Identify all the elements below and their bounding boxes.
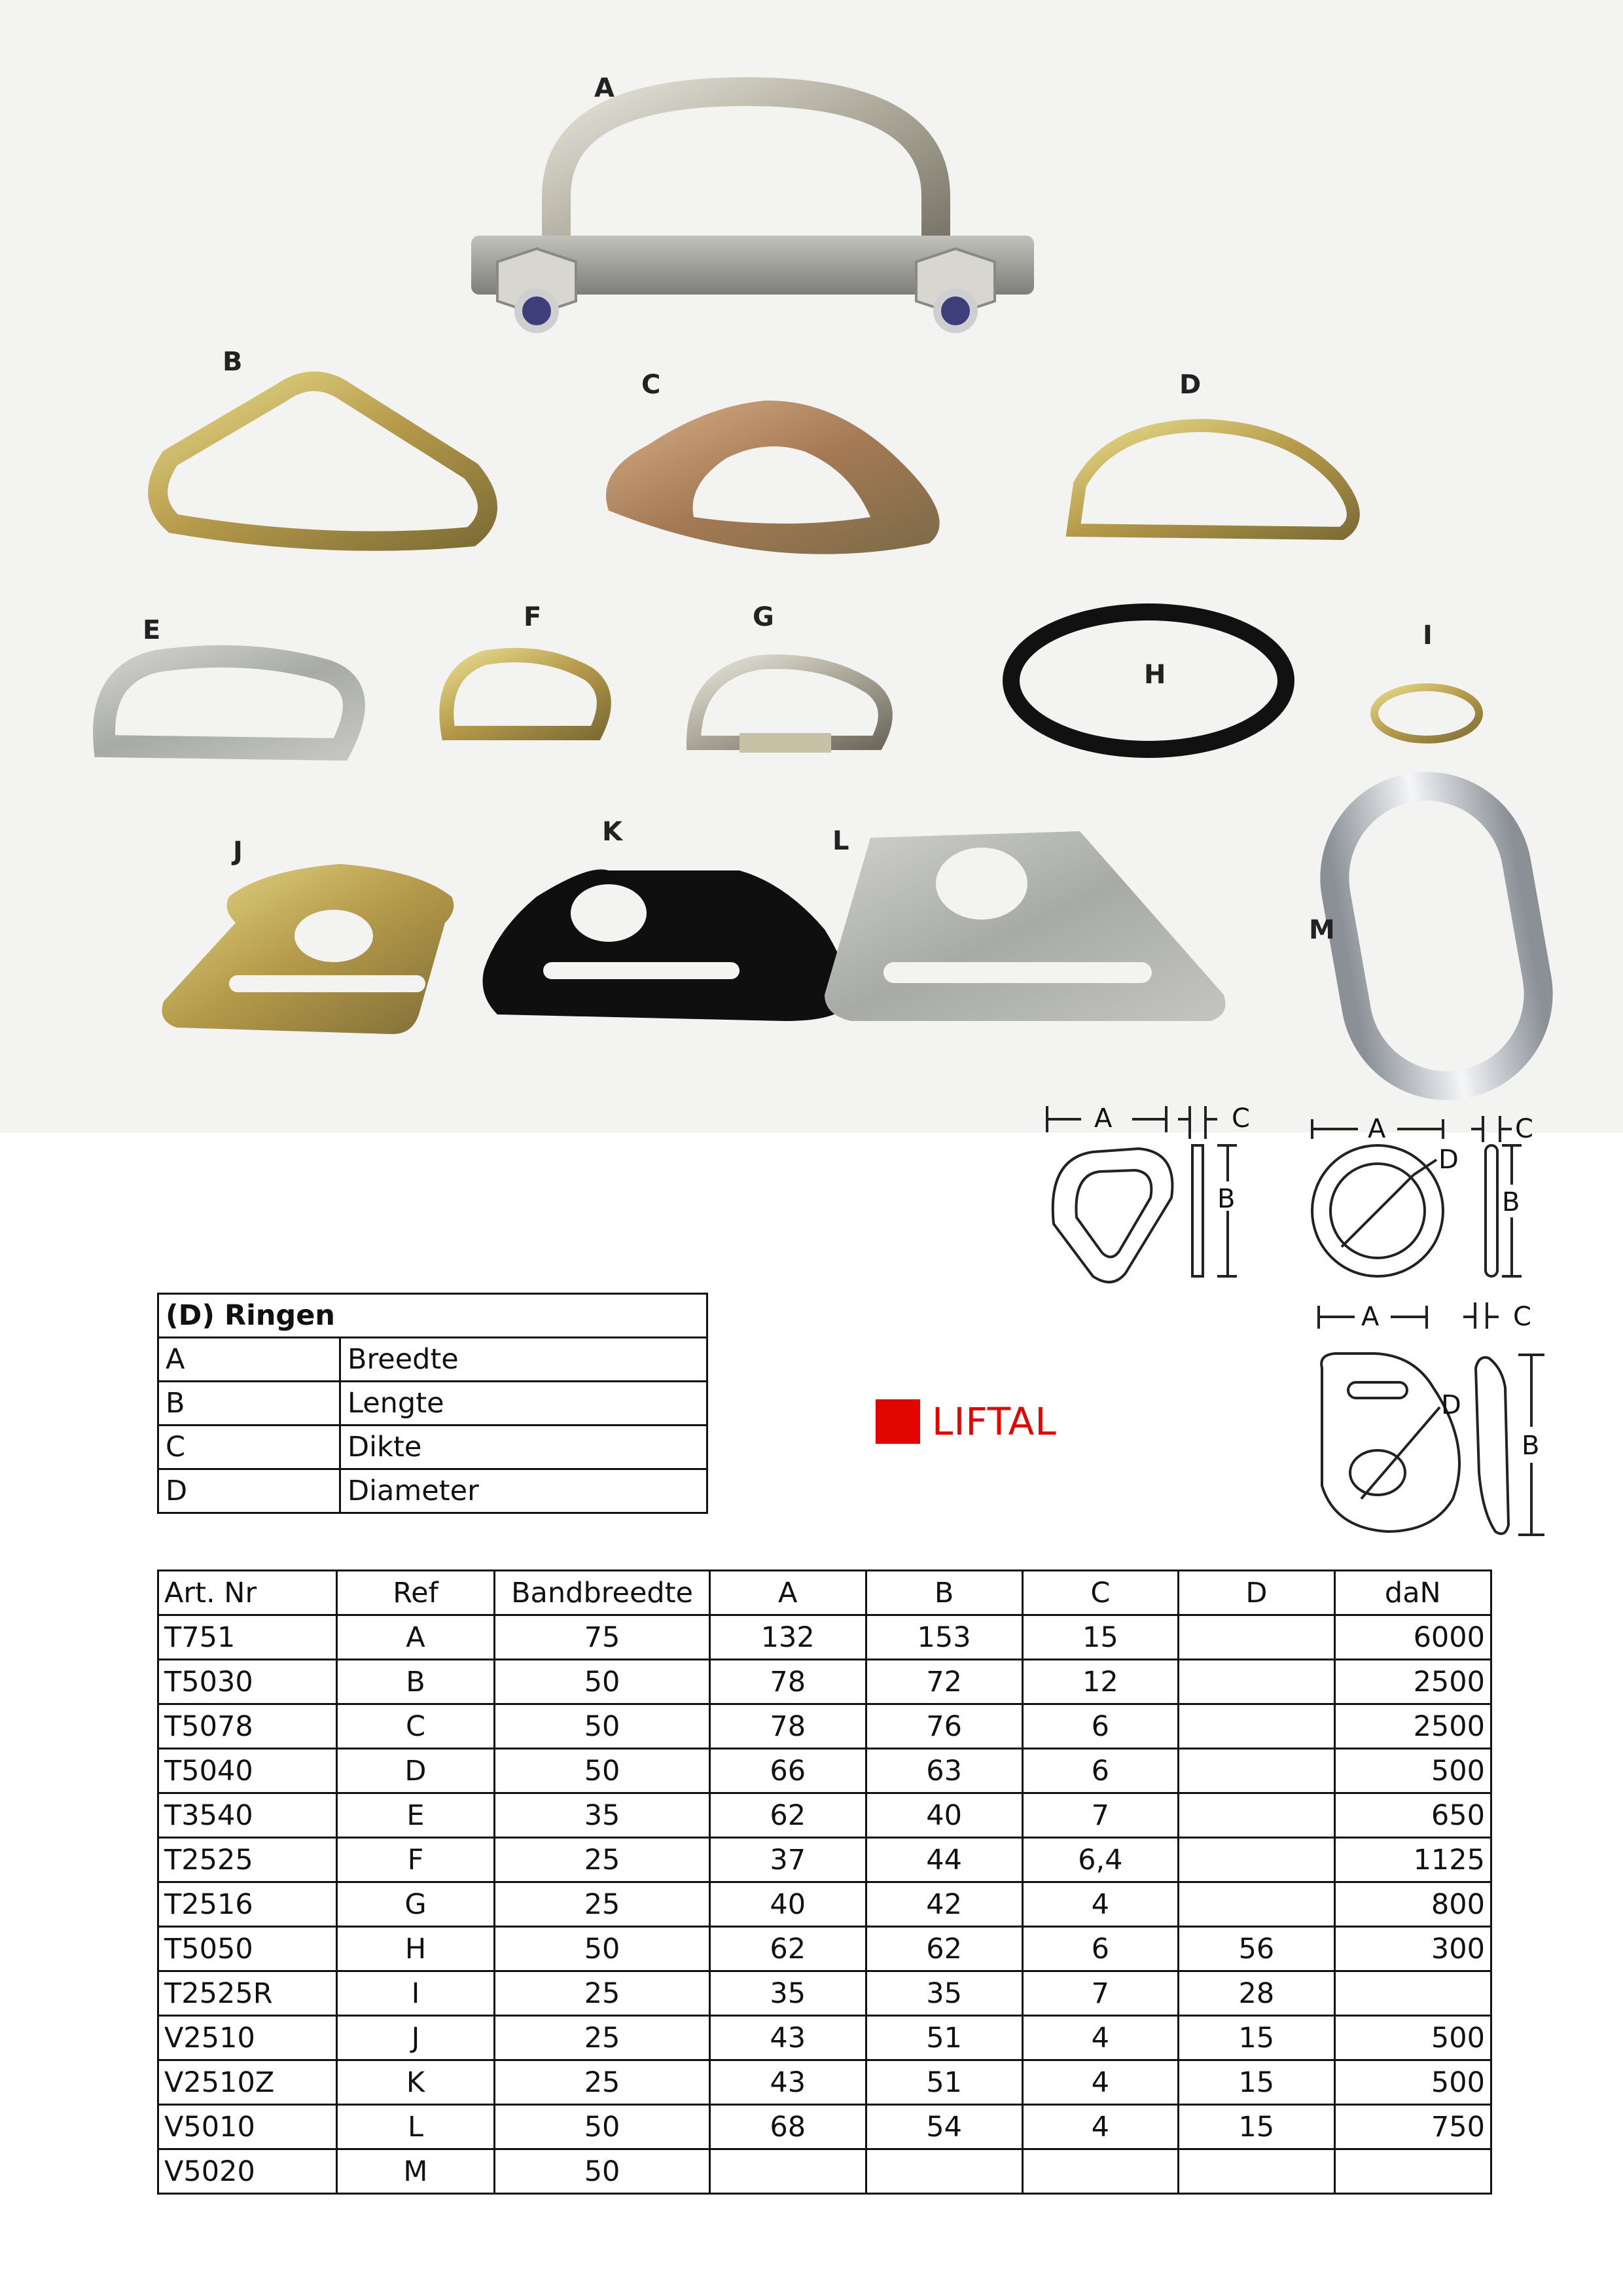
cell-dan: 800 xyxy=(1334,1882,1491,1927)
cell-b: 51 xyxy=(866,2016,1022,2060)
cell-d xyxy=(1179,1704,1334,1749)
cell-dan: 6000 xyxy=(1334,1615,1491,1660)
dimension-legend-table xyxy=(157,1293,708,1514)
table-row xyxy=(158,2149,1491,2194)
cell-ref: L xyxy=(336,2105,495,2149)
legend-row xyxy=(158,1469,707,1513)
cell-bandbreedte: 50 xyxy=(495,1927,710,1971)
cell-ref: C xyxy=(336,1704,495,1749)
cell-dan xyxy=(1334,1971,1491,2016)
cell-c: 6 xyxy=(1022,1704,1179,1749)
diagram-ring-a-label: A xyxy=(1368,1114,1386,1144)
cell-art-nr: T2516 xyxy=(158,1882,337,1927)
cell-dan: 2500 xyxy=(1334,1660,1491,1704)
cell-art-nr: T2525R xyxy=(158,1971,337,2016)
cell-dan: 500 xyxy=(1334,2060,1491,2105)
cell-b: 63 xyxy=(866,1749,1022,1793)
cell-b xyxy=(866,2149,1022,2194)
spec-table-body xyxy=(158,1615,1491,2194)
cell-d xyxy=(1179,1838,1334,1882)
table-row xyxy=(158,1971,1491,2016)
cell-d xyxy=(1179,1882,1334,1927)
brand-name: LIFTAL xyxy=(932,1399,1057,1444)
table-row xyxy=(158,1704,1491,1749)
diagram-plate-c-label: C xyxy=(1513,1302,1531,1332)
cell-a xyxy=(709,2149,866,2194)
col-header-a: A xyxy=(709,1571,866,1615)
cell-bandbreedte: 50 xyxy=(495,2105,710,2149)
cell-b: 153 xyxy=(866,1615,1022,1660)
table-row xyxy=(158,1838,1491,1882)
table-row xyxy=(158,2105,1491,2149)
legend-key: C xyxy=(158,1426,340,1469)
cell-bandbreedte: 50 xyxy=(495,1704,710,1749)
cell-ref: D xyxy=(336,1749,495,1793)
photo-label-h: H xyxy=(1144,660,1166,690)
cell-bandbreedte: 25 xyxy=(495,1838,710,1882)
cell-c: 6 xyxy=(1022,1927,1179,1971)
diagram-triangle-a-label: A xyxy=(1094,1103,1113,1134)
photo-label-l: L xyxy=(832,826,849,856)
cell-c: 15 xyxy=(1022,1615,1179,1660)
brand-logo xyxy=(876,1399,1057,1444)
table-row xyxy=(158,1882,1491,1927)
dimension-drawings xyxy=(1021,1080,1571,1551)
cell-b: 42 xyxy=(866,1882,1022,1927)
product-photo xyxy=(0,0,1623,1132)
legend-key: A xyxy=(158,1338,340,1382)
cell-art-nr: T751 xyxy=(158,1615,337,1660)
cell-b: 35 xyxy=(866,1971,1022,2016)
cell-ref: G xyxy=(336,1882,495,1927)
cell-ref: I xyxy=(336,1971,495,2016)
photo-label-d: D xyxy=(1179,370,1202,400)
legend-value: Lengte xyxy=(340,1382,707,1426)
product-photo-drawing xyxy=(0,0,1623,1132)
cell-bandbreedte: 50 xyxy=(495,1660,710,1704)
col-header-c: C xyxy=(1022,1571,1179,1615)
cell-d: 15 xyxy=(1179,2105,1334,2149)
cell-ref: J xyxy=(336,2016,495,2060)
cell-c: 12 xyxy=(1022,1660,1179,1704)
cell-a: 62 xyxy=(709,1793,866,1838)
cell-bandbreedte: 25 xyxy=(495,2016,710,2060)
photo-label-j: J xyxy=(233,836,243,867)
diagram-plate-b-label: B xyxy=(1522,1431,1540,1461)
diagram-triangle-b-label: B xyxy=(1217,1184,1236,1214)
cell-b: 54 xyxy=(866,2105,1022,2149)
cell-dan: 500 xyxy=(1334,1749,1491,1793)
legend-row xyxy=(158,1382,707,1426)
legend-title-row xyxy=(158,1294,707,1338)
spec-header-row xyxy=(158,1571,1491,1615)
photo-label-m: M xyxy=(1309,915,1335,945)
cell-art-nr: T2525 xyxy=(158,1838,337,1882)
col-header-bandbreedte: Bandbreedte xyxy=(495,1571,710,1615)
col-header-ref: Ref xyxy=(336,1571,495,1615)
cell-c: 7 xyxy=(1022,1793,1179,1838)
photo-label-e: E xyxy=(143,615,161,645)
legend-row xyxy=(158,1338,707,1382)
cell-ref: E xyxy=(336,1793,495,1838)
technical-diagrams xyxy=(1021,1080,1571,1551)
cell-a: 62 xyxy=(709,1927,866,1971)
cell-b: 44 xyxy=(866,1838,1022,1882)
table-row xyxy=(158,1749,1491,1793)
cell-d xyxy=(1179,2149,1334,2194)
cell-art-nr: V2510 xyxy=(158,2016,337,2060)
photo-label-k: K xyxy=(602,817,622,847)
cell-bandbreedte: 25 xyxy=(495,1971,710,2016)
cell-art-nr: T3540 xyxy=(158,1793,337,1838)
cell-d xyxy=(1179,1615,1334,1660)
cell-b: 62 xyxy=(866,1927,1022,1971)
photo-label-i: I xyxy=(1423,620,1433,651)
col-header-b: B xyxy=(866,1571,1022,1615)
cell-a: 132 xyxy=(709,1615,866,1660)
cell-b: 51 xyxy=(866,2060,1022,2105)
cell-d: 15 xyxy=(1179,2060,1334,2105)
col-header-art-nr: Art. Nr xyxy=(158,1571,337,1615)
cell-a: 68 xyxy=(709,2105,866,2149)
cell-art-nr: V5020 xyxy=(158,2149,337,2194)
cell-dan: 300 xyxy=(1334,1927,1491,1971)
legend-title: (D) Ringen xyxy=(158,1294,707,1338)
cell-a: 78 xyxy=(709,1704,866,1749)
table-row xyxy=(158,1615,1491,1660)
cell-d xyxy=(1179,1660,1334,1704)
cell-d: 28 xyxy=(1179,1971,1334,2016)
cell-art-nr: T5078 xyxy=(158,1704,337,1749)
photo-label-f: F xyxy=(524,602,542,632)
cell-a: 78 xyxy=(709,1660,866,1704)
table-row xyxy=(158,1793,1491,1838)
cell-b: 76 xyxy=(866,1704,1022,1749)
cell-a: 37 xyxy=(709,1838,866,1882)
diagram-plate-a-label: A xyxy=(1361,1302,1380,1332)
cell-c: 4 xyxy=(1022,2016,1179,2060)
table-row xyxy=(158,1660,1491,1704)
cell-ref: A xyxy=(336,1615,495,1660)
col-header-d: D xyxy=(1179,1571,1334,1615)
brand-square-icon xyxy=(876,1399,920,1444)
diagram-triangle-c-label: C xyxy=(1232,1103,1250,1134)
cell-a: 43 xyxy=(709,2016,866,2060)
cell-art-nr: V5010 xyxy=(158,2105,337,2149)
cell-ref: B xyxy=(336,1660,495,1704)
cell-b: 40 xyxy=(866,1793,1022,1838)
legend-value: Breedte xyxy=(340,1338,707,1382)
legend-value: Diameter xyxy=(340,1469,707,1513)
col-header-dan: daN xyxy=(1334,1571,1491,1615)
cell-art-nr: V2510Z xyxy=(158,2060,337,2105)
cell-bandbreedte: 75 xyxy=(495,1615,710,1660)
cell-art-nr: T5030 xyxy=(158,1660,337,1704)
cell-dan: 2500 xyxy=(1334,1704,1491,1749)
cell-art-nr: T5050 xyxy=(158,1927,337,1971)
cell-a: 43 xyxy=(709,2060,866,2105)
cell-art-nr: T5040 xyxy=(158,1749,337,1793)
table-row xyxy=(158,1927,1491,1971)
cell-a: 35 xyxy=(709,1971,866,2016)
table-row xyxy=(158,2060,1491,2105)
cell-dan: 650 xyxy=(1334,1793,1491,1838)
cell-ref: F xyxy=(336,1838,495,1882)
cell-c: 7 xyxy=(1022,1971,1179,2016)
legend-key: B xyxy=(158,1382,340,1426)
diagram-plate-d-label: D xyxy=(1441,1390,1461,1420)
cell-bandbreedte: 50 xyxy=(495,2149,710,2194)
cell-b: 72 xyxy=(866,1660,1022,1704)
cell-a: 66 xyxy=(709,1749,866,1793)
cell-d: 56 xyxy=(1179,1927,1334,1971)
photo-label-b: B xyxy=(223,347,243,377)
cell-c: 6,4 xyxy=(1022,1838,1179,1882)
cell-dan: 500 xyxy=(1334,2016,1491,2060)
photo-label-c: C xyxy=(641,370,661,400)
cell-c: 4 xyxy=(1022,2105,1179,2149)
diagram-ring-b-label: B xyxy=(1502,1187,1520,1217)
cell-c xyxy=(1022,2149,1179,2194)
spec-table xyxy=(157,1570,1492,2195)
table-row xyxy=(158,2016,1491,2060)
cell-d xyxy=(1179,1749,1334,1793)
photo-label-g: G xyxy=(753,602,774,632)
cell-ref: M xyxy=(336,2149,495,2194)
cell-bandbreedte: 50 xyxy=(495,1749,710,1793)
cell-dan: 750 xyxy=(1334,2105,1491,2149)
cell-bandbreedte: 35 xyxy=(495,1793,710,1838)
photo-label-a: A xyxy=(594,73,615,103)
legend-row xyxy=(158,1426,707,1469)
cell-bandbreedte: 25 xyxy=(495,2060,710,2105)
cell-ref: H xyxy=(336,1927,495,1971)
diagram-ring-c-label: C xyxy=(1515,1114,1533,1144)
cell-c: 4 xyxy=(1022,1882,1179,1927)
diagram-ring-d-label: D xyxy=(1438,1145,1459,1175)
cell-dan xyxy=(1334,2149,1491,2194)
cell-ref: K xyxy=(336,2060,495,2105)
cell-c: 6 xyxy=(1022,1749,1179,1793)
cell-d xyxy=(1179,1793,1334,1838)
cell-d: 15 xyxy=(1179,2016,1334,2060)
cell-dan: 1125 xyxy=(1334,1838,1491,1882)
cell-bandbreedte: 25 xyxy=(495,1882,710,1927)
cell-c: 4 xyxy=(1022,2060,1179,2105)
legend-value: Dikte xyxy=(340,1426,707,1469)
cell-a: 40 xyxy=(709,1882,866,1927)
legend-key: D xyxy=(158,1469,340,1513)
